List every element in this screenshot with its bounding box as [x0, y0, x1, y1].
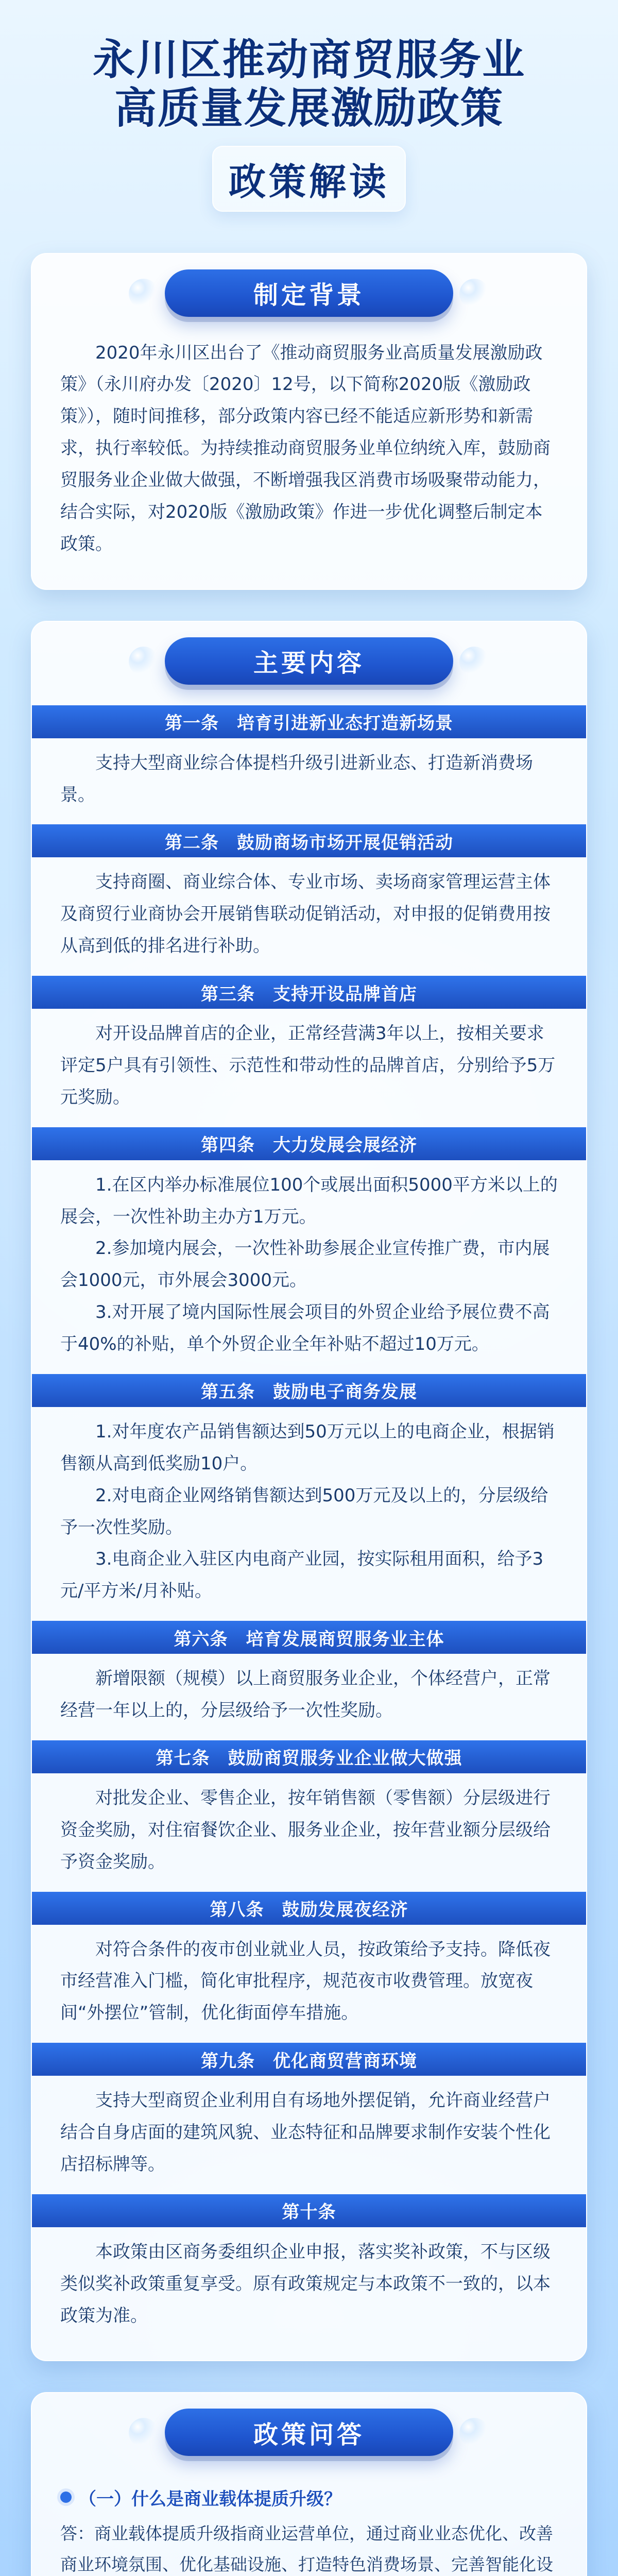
clause-paragraph: 2.参加境内展会，一次性补助参展企业宣传推广费，市内展会1000元，市外展会3000元。: [60, 1238, 550, 1291]
clause-paragraph: 3.电商企业入驻区内电商产业园，按实际租用面积，给予3元/平方米/月补贴。: [60, 1549, 544, 1602]
section-body: [32, 685, 586, 2361]
clause-header: 第四条 大力发展会展经济: [32, 1127, 586, 1160]
clause-paragraph: 2.对电商企业网络销售额达到500万元及以上的，分层级给予一次性奖励。: [60, 1485, 548, 1538]
clause-paragraph: 支持大型商贸企业利用自有场地外摆促销，允许商业经营户结合自身店面的建筑风貌、业态特征和品牌要求制作安装个性化店招标牌等。: [60, 2090, 551, 2175]
section-body: [32, 2456, 586, 2576]
qa-question-text: （一）什么是商业载体提质升级？: [79, 2489, 341, 2510]
section-title-pill: [165, 269, 453, 317]
qa-question: [60, 2486, 558, 2513]
clause-paragraph: 支持大型商业综合体提档升级引进新业态、打造新消费场景。: [60, 752, 533, 805]
clause-paragraph: 本政策由区商务委组织企业申报，落实奖补政策，不与区级类似奖补政策重复享受。原有政策规定与本政策不一致的，以本政策为准。: [60, 2241, 551, 2326]
clause-header: 第五条 鼓励电子商务发展: [32, 1374, 586, 1407]
clause-paragraph: 对批发企业、零售企业，按年销售额（零售额）分层级进行资金奖励，对住宿餐饮企业、服务业企业，按年营业额分层级给予资金奖励。: [60, 1787, 551, 1872]
bullet-icon: [60, 2492, 72, 2503]
section-title: 政策问答: [253, 2420, 365, 2449]
clause-paragraph: 新增限额（规模）以上商贸服务业企业，个体经营户，正常经营一年以上的，分层级给予一次性奖励。: [60, 1668, 551, 1721]
clause-header: 第七条 鼓励商贸服务业企业做大做强: [32, 1740, 586, 1773]
page-subtitle: 政策解读: [212, 146, 406, 212]
clause-paragraph: 1.对年度农产品销售额达到50万元以上的电商企业，根据销售额从高到低奖励10户。: [60, 1421, 555, 1474]
background-paragraph: 2020年永川区出台了《推动商贸服务业高质量发展激励政策》（永川府办发〔2020〕12号，以下简称2020版《激励政策》），随时间推移，部分政策内容已经不能适应新形势和新需求，执行率较低。为持续推动商贸服务业单位纳统入库，鼓励商贸服务业企业做大做强，不断增强我区消费市场吸聚带动能力，结合实际，对2020版《激励政策》作进一步优化调整后制定本政策。: [60, 342, 551, 554]
clause-header: 第二条 鼓励商场市场开展促销活动: [32, 824, 586, 857]
qa-answer-paragraph: 答：商业载体提质升级指商业运营单位，通过商业业态优化、改善商业环境氛围、优化基础设施、打造特色消费场景、完善智能化设: [60, 2523, 553, 2575]
page-title: 永川区推动商贸服务业 高质量发展激励政策: [92, 36, 525, 133]
section-qa: [31, 2392, 587, 2576]
section-body: [32, 317, 586, 589]
clause-header: 第八条 鼓励发展夜经济: [32, 1892, 586, 1925]
section-title-pill: [165, 637, 453, 685]
subtitle-wrapper: [31, 146, 587, 212]
clause-paragraph: 3.对开展了境内国际性展会项目的外贸企业给予展位费不高于40%的补贴，单个外贸企业全年补贴不超过10万元。: [60, 1302, 550, 1355]
clause-paragraph: 1.在区内举办标准展位100个或展出面积5000平方米以上的展会，一次性补助主办方1万元。: [60, 1174, 558, 1227]
section-background: [31, 253, 587, 590]
header: [0, 0, 618, 212]
section-title: 主要内容: [253, 649, 365, 678]
clause-header: 第六条 培育发展商贸服务业主体: [32, 1621, 586, 1654]
clause-header: 第一条 培育引进新业态打造新场景: [32, 705, 586, 738]
qa-item: [60, 2486, 558, 2576]
qa-answer: [60, 2518, 558, 2576]
clause-header: 第十条: [32, 2194, 586, 2227]
section-title: 制定背景: [253, 281, 365, 310]
clause-paragraph: 对符合条件的夜市创业就业人员，按政策给予支持。降低夜市经营准入门槛，简化审批程序，规范夜市收费管理。放宽夜间“外摆位”管制，优化街面停车措施。: [60, 1939, 551, 2024]
clause-paragraph: 对开设品牌首店的企业，正常经营满3年以上，按相关要求评定5户具有引领性、示范性和带动性的品牌首店，分别给予5万元奖励。: [60, 1023, 556, 1108]
section-title-pill: [165, 2409, 453, 2456]
clause-header: 第三条 支持开设品牌首店: [32, 976, 586, 1009]
section-main-content: [31, 621, 587, 2362]
clause-header: 第九条 优化商贸营商环境: [32, 2043, 586, 2076]
clause-paragraph: 支持商圈、商业综合体、专业市场、卖场商家管理运营主体及商贸行业商协会开展销售联动促销活动，对申报的促销费用按从高到低的排名进行补助。: [60, 872, 551, 957]
